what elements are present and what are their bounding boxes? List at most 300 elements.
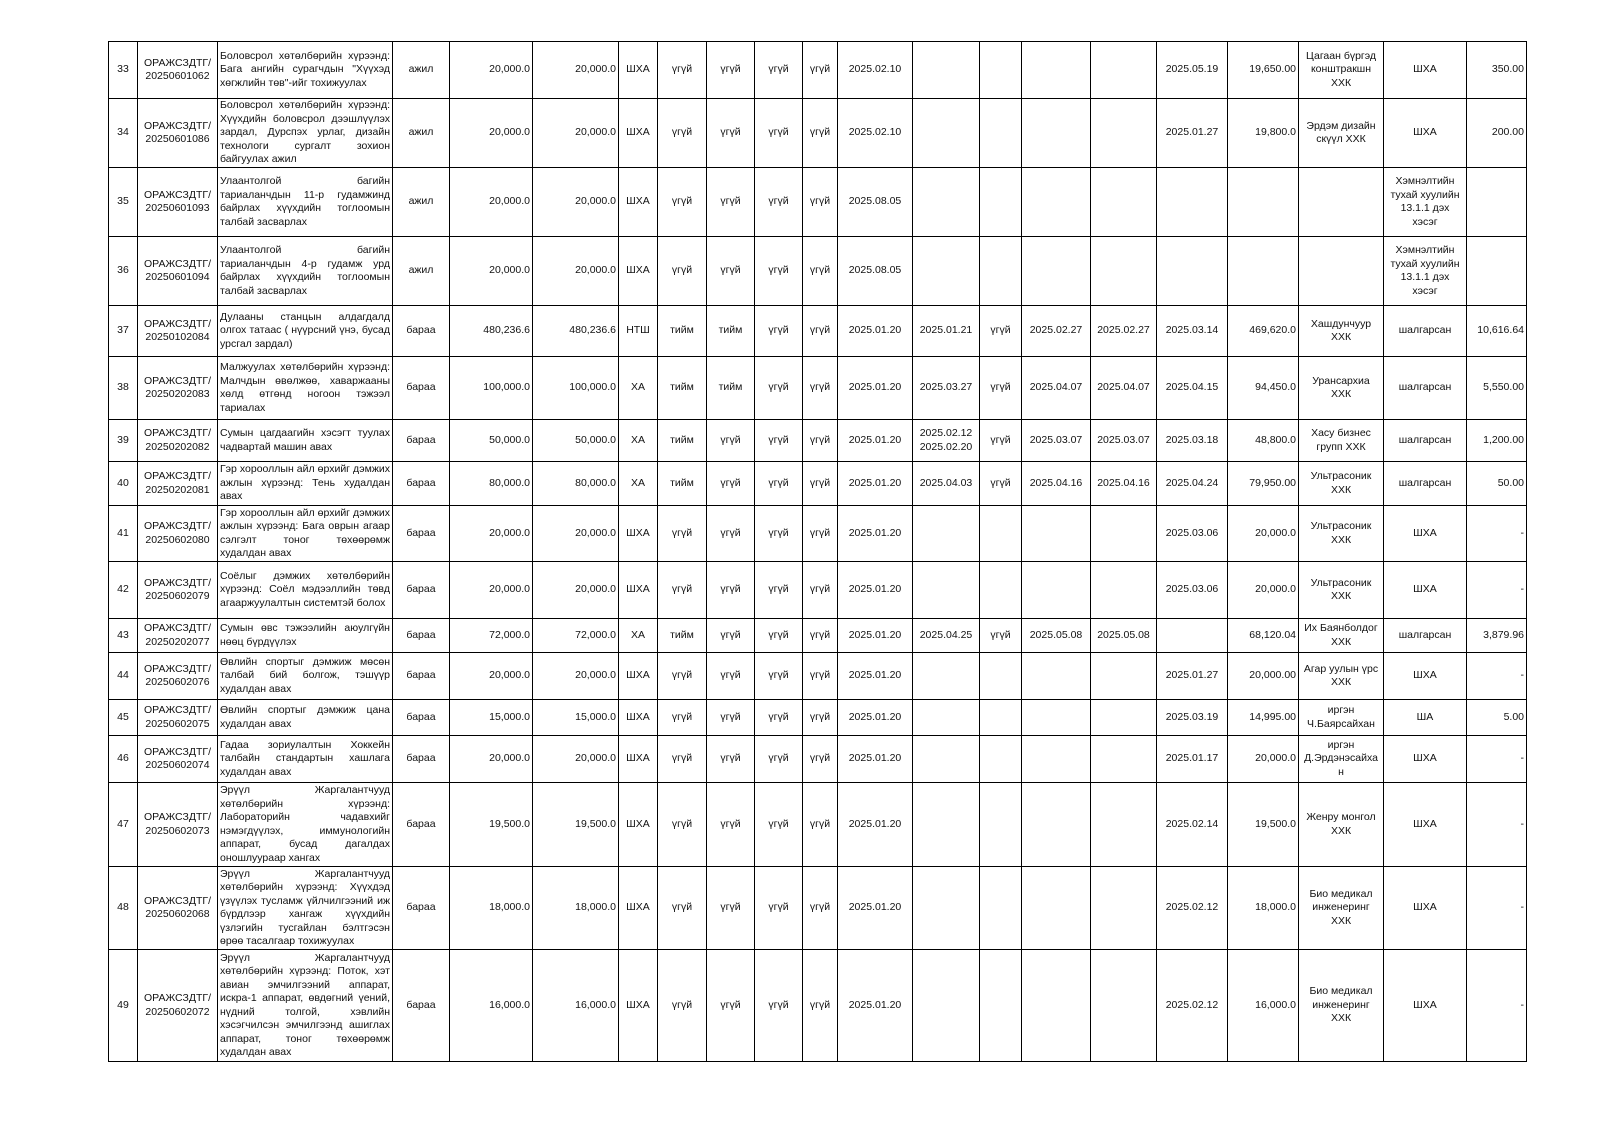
complaint-flag-cell (980, 736, 1022, 783)
supplier-name-cell: Ультрасоник ХХК (1299, 506, 1384, 562)
contract-amount-cell: 19,500.0 (1228, 783, 1299, 867)
row-number-cell: 47 (109, 783, 138, 867)
supplier-name-cell: Ультрасоник ХХК (1299, 562, 1384, 619)
result-status-cell: ШХА (1384, 562, 1467, 619)
procurement-code-cell: ОРАЖСЗДТГ/ 20250202081 (138, 462, 218, 506)
row-number-cell: 48 (109, 867, 138, 950)
criterion-1-cell: тийм (658, 306, 707, 357)
budget-amount-cell: 20,000.0 (533, 653, 619, 700)
description-cell: Соёлыг дэмжих хөтөлбөрийн хүрээнд: Соёл мэдээллийн төвд агааржуулалтын системтэй болох (218, 562, 393, 619)
contract-amount-cell: 94,450.0 (1228, 357, 1299, 420)
procurement-type-cell: ажил (393, 237, 450, 306)
estimated-cost-cell: 16,000.0 (450, 950, 533, 1062)
open-date-cell: 2025.03.07 (1022, 420, 1091, 462)
contract-amount-cell: 20,000.00 (1228, 653, 1299, 700)
result-status-cell: ШХА (1384, 99, 1467, 168)
supplier-name-cell: Био медикал инженеринг ХХК (1299, 950, 1384, 1062)
description-cell: Эрүүл Жаргалантчууд хөтөлбөрийн хүрээнд: Лабораторийн чадавхийг нэмэгдүүлэх, иммунологийн аппарат, бусад дагалдах оношлуураар хангах (218, 783, 393, 867)
supplier-name-cell: Хасу бизнес групп ХХК (1299, 420, 1384, 462)
criterion-1-cell: тийм (658, 420, 707, 462)
procurement-type-cell: бараа (393, 562, 450, 619)
evaluation-date-cell (1091, 700, 1157, 736)
announce-date-cell (913, 506, 980, 562)
estimated-cost-cell: 19,500.0 (450, 783, 533, 867)
procurement-type-cell: бараа (393, 736, 450, 783)
savings-amount-cell: - (1467, 736, 1527, 783)
contract-amount-cell: 79,950.00 (1228, 462, 1299, 506)
procurement-code-cell: ОРАЖСЗДТГ/ 20250601062 (138, 42, 218, 99)
criterion-1-cell: үгүй (658, 783, 707, 867)
procurement-type-cell: бараа (393, 619, 450, 653)
criterion-2-cell: үгүй (707, 619, 755, 653)
plan-date-cell: 2025.02.10 (838, 99, 913, 168)
row-number-cell: 38 (109, 357, 138, 420)
evaluation-date-cell: 2025.03.07 (1091, 420, 1157, 462)
supplier-name-cell: Био медикал инженеринг ХХК (1299, 867, 1384, 950)
plan-date-cell: 2025.01.20 (838, 867, 913, 950)
announce-date-cell (913, 99, 980, 168)
evaluation-date-cell (1091, 42, 1157, 99)
evaluation-date-cell (1091, 506, 1157, 562)
evaluation-date-cell (1091, 950, 1157, 1062)
result-status-cell: ШХА (1384, 783, 1467, 867)
description-cell: Сумын өвс тэжээлийн аюулгүйн нөөц бүрдүүлэх (218, 619, 393, 653)
criterion-4-cell: үгүй (803, 420, 838, 462)
row-number-cell: 45 (109, 700, 138, 736)
criterion-3-cell: үгүй (755, 357, 803, 420)
description-cell: Дулааны станцын алдагдалд олгох татаас ( нүүрсний үнэ, бусад урсгал зардал) (218, 306, 393, 357)
table-row (109, 99, 1527, 168)
contract-amount-cell: 469,620.0 (1228, 306, 1299, 357)
contract-amount-cell: 68,120.04 (1228, 619, 1299, 653)
contract-date-cell: 2025.02.12 (1157, 867, 1228, 950)
criterion-3-cell: үгүй (755, 99, 803, 168)
table-row (109, 168, 1527, 237)
savings-amount-cell: 1,200.00 (1467, 420, 1527, 462)
criterion-4-cell: үгүй (803, 950, 838, 1062)
criterion-4-cell: үгүй (803, 506, 838, 562)
supplier-name-cell: Женру монгол ХХК (1299, 783, 1384, 867)
open-date-cell (1022, 950, 1091, 1062)
budget-amount-cell: 480,236.6 (533, 306, 619, 357)
procurement-code-cell: ОРАЖСЗДТГ/ 20250602079 (138, 562, 218, 619)
contract-amount-cell (1228, 168, 1299, 237)
row-number-cell: 33 (109, 42, 138, 99)
result-status-cell: ШХА (1384, 653, 1467, 700)
procurement-code-cell: ОРАЖСЗДТГ/ 20250602073 (138, 783, 218, 867)
criterion-2-cell: үгүй (707, 700, 755, 736)
estimated-cost-cell: 72,000.0 (450, 619, 533, 653)
procurement-code-cell: ОРАЖСЗДТГ/ 20250102084 (138, 306, 218, 357)
supplier-name-cell (1299, 237, 1384, 306)
criterion-2-cell: тийм (707, 357, 755, 420)
criterion-2-cell: үгүй (707, 168, 755, 237)
criterion-4-cell: үгүй (803, 357, 838, 420)
procurement-type-cell: ажил (393, 99, 450, 168)
budget-amount-cell: 100,000.0 (533, 357, 619, 420)
procurement-method-cell: ШХА (619, 99, 658, 168)
procurement-method-cell: ХА (619, 420, 658, 462)
description-cell: Улаантолгой багийн тариаланчдын 4-р гудамж урд байрлах хүүхдийн тоглоомын талбай засварлах (218, 237, 393, 306)
announce-date-cell: 2025.04.03 (913, 462, 980, 506)
table-row (109, 867, 1527, 950)
procurement-method-cell: ШХА (619, 506, 658, 562)
criterion-3-cell: үгүй (755, 42, 803, 99)
contract-date-cell (1157, 619, 1228, 653)
open-date-cell: 2025.02.27 (1022, 306, 1091, 357)
evaluation-date-cell (1091, 653, 1157, 700)
row-number-cell: 41 (109, 506, 138, 562)
contract-date-cell: 2025.03.14 (1157, 306, 1228, 357)
procurement-type-cell: бараа (393, 783, 450, 867)
row-number-cell: 42 (109, 562, 138, 619)
description-cell: Өвлийн спортыг дэмжиж мөсөн талбай бий болгож, тэшүүр худалдан авах (218, 653, 393, 700)
complaint-flag-cell: үгүй (980, 357, 1022, 420)
criterion-1-cell: үгүй (658, 42, 707, 99)
budget-amount-cell: 50,000.0 (533, 420, 619, 462)
criterion-4-cell: үгүй (803, 700, 838, 736)
supplier-name-cell: Урансархиа ХХК (1299, 357, 1384, 420)
announce-date-cell (913, 237, 980, 306)
savings-amount-cell: - (1467, 506, 1527, 562)
budget-amount-cell: 20,000.0 (533, 237, 619, 306)
plan-date-cell: 2025.01.20 (838, 306, 913, 357)
evaluation-date-cell: 2025.04.16 (1091, 462, 1157, 506)
result-status-cell: ШХА (1384, 42, 1467, 99)
savings-amount-cell: 50.00 (1467, 462, 1527, 506)
contract-amount-cell: 18,000.0 (1228, 867, 1299, 950)
announce-date-cell (913, 562, 980, 619)
complaint-flag-cell (980, 867, 1022, 950)
complaint-flag-cell (980, 562, 1022, 619)
announce-date-cell (913, 783, 980, 867)
result-status-cell: Хэмнэлтийн тухай хуулийн 13.1.1 дэх хэсэг (1384, 237, 1467, 306)
result-status-cell: ШХА (1384, 950, 1467, 1062)
description-cell: Өвлийн спортыг дэмжиж цана худалдан авах (218, 700, 393, 736)
announce-date-cell (913, 42, 980, 99)
criterion-1-cell: үгүй (658, 950, 707, 1062)
complaint-flag-cell (980, 653, 1022, 700)
procurement-table (108, 41, 1527, 1062)
row-number-cell: 40 (109, 462, 138, 506)
budget-amount-cell: 18,000.0 (533, 867, 619, 950)
complaint-flag-cell: үгүй (980, 306, 1022, 357)
criterion-1-cell: үгүй (658, 867, 707, 950)
contract-date-cell: 2025.01.27 (1157, 99, 1228, 168)
contract-amount-cell: 20,000.0 (1228, 506, 1299, 562)
table-row (109, 700, 1527, 736)
result-status-cell: ШХА (1384, 736, 1467, 783)
contract-amount-cell: 16,000.0 (1228, 950, 1299, 1062)
open-date-cell: 2025.04.16 (1022, 462, 1091, 506)
criterion-4-cell: үгүй (803, 237, 838, 306)
savings-amount-cell: 10,616.64 (1467, 306, 1527, 357)
contract-amount-cell (1228, 237, 1299, 306)
row-number-cell: 35 (109, 168, 138, 237)
result-status-cell: Хэмнэлтийн тухай хуулийн 13.1.1 дэх хэсэг (1384, 168, 1467, 237)
criterion-4-cell: үгүй (803, 462, 838, 506)
plan-date-cell: 2025.01.20 (838, 700, 913, 736)
estimated-cost-cell: 20,000.0 (450, 99, 533, 168)
criterion-2-cell: үгүй (707, 736, 755, 783)
procurement-type-cell: ажил (393, 168, 450, 237)
open-date-cell (1022, 506, 1091, 562)
open-date-cell (1022, 867, 1091, 950)
estimated-cost-cell: 20,000.0 (450, 168, 533, 237)
criterion-4-cell: үгүй (803, 42, 838, 99)
procurement-type-cell: бараа (393, 420, 450, 462)
evaluation-date-cell: 2025.02.27 (1091, 306, 1157, 357)
announce-date-cell: 2025.02.12 2025.02.20 (913, 420, 980, 462)
criterion-2-cell: үгүй (707, 42, 755, 99)
criterion-3-cell: үгүй (755, 562, 803, 619)
procurement-code-cell: ОРАЖСЗДТГ/ 20250202082 (138, 420, 218, 462)
evaluation-date-cell (1091, 99, 1157, 168)
complaint-flag-cell (980, 99, 1022, 168)
table-row (109, 783, 1527, 867)
budget-amount-cell: 16,000.0 (533, 950, 619, 1062)
table-row (109, 562, 1527, 619)
budget-amount-cell: 20,000.0 (533, 42, 619, 99)
table-row (109, 736, 1527, 783)
contract-date-cell: 2025.03.19 (1157, 700, 1228, 736)
procurement-type-cell: бараа (393, 462, 450, 506)
procurement-type-cell: бараа (393, 700, 450, 736)
complaint-flag-cell (980, 42, 1022, 99)
procurement-type-cell: бараа (393, 950, 450, 1062)
description-cell: Улаантолгой багийн тариаланчдын 11-р гудамжинд байрлах хүүхдийн тоглоомын талбай засварлах (218, 168, 393, 237)
estimated-cost-cell: 20,000.0 (450, 506, 533, 562)
contract-date-cell: 2025.02.14 (1157, 783, 1228, 867)
contract-date-cell: 2025.02.12 (1157, 950, 1228, 1062)
procurement-method-cell: ШХА (619, 562, 658, 619)
procurement-code-cell: ОРАЖСЗДТГ/ 20250601086 (138, 99, 218, 168)
criterion-3-cell: үгүй (755, 306, 803, 357)
open-date-cell: 2025.04.07 (1022, 357, 1091, 420)
procurement-type-cell: бараа (393, 653, 450, 700)
description-cell: Эрүүл Жаргалантчууд хөтөлбөрийн хүрээнд: Поток, хэт авиан эмчилгээний аппарат, искра-1 аппарат, өвдөгний үений, нүдний толгой, хэвлийн хэсэгчилсэн эмчилгээнд ашиглах аппарат, тоног төхөөрөмж худалдан авах (218, 950, 393, 1062)
complaint-flag-cell (980, 237, 1022, 306)
savings-amount-cell: 200.00 (1467, 99, 1527, 168)
open-date-cell: 2025.05.08 (1022, 619, 1091, 653)
criterion-4-cell: үгүй (803, 168, 838, 237)
announce-date-cell: 2025.01.21 (913, 306, 980, 357)
contract-date-cell: 2025.04.24 (1157, 462, 1228, 506)
supplier-name-cell: иргэн Ч.Баярсайхан (1299, 700, 1384, 736)
plan-date-cell: 2025.01.20 (838, 653, 913, 700)
announce-date-cell (913, 168, 980, 237)
criterion-1-cell: үгүй (658, 700, 707, 736)
criterion-3-cell: үгүй (755, 619, 803, 653)
criterion-3-cell: үгүй (755, 736, 803, 783)
estimated-cost-cell: 15,000.0 (450, 700, 533, 736)
row-number-cell: 43 (109, 619, 138, 653)
plan-date-cell: 2025.01.20 (838, 619, 913, 653)
description-cell: Боловсрол хөтөлбөрийн хүрээнд: Бага ангийн сурагчдын "Хүүхэд хөгжлийн төв"-ийг тохижуулах (218, 42, 393, 99)
criterion-3-cell: үгүй (755, 237, 803, 306)
estimated-cost-cell: 50,000.0 (450, 420, 533, 462)
contract-date-cell (1157, 237, 1228, 306)
supplier-name-cell: Эрдэм дизайн скүүл ХХК (1299, 99, 1384, 168)
budget-amount-cell: 20,000.0 (533, 736, 619, 783)
criterion-3-cell: үгүй (755, 168, 803, 237)
evaluation-date-cell: 2025.04.07 (1091, 357, 1157, 420)
result-status-cell: ША (1384, 700, 1467, 736)
criterion-4-cell: үгүй (803, 306, 838, 357)
complaint-flag-cell (980, 506, 1022, 562)
complaint-flag-cell (980, 783, 1022, 867)
criterion-4-cell: үгүй (803, 867, 838, 950)
evaluation-date-cell (1091, 783, 1157, 867)
contract-amount-cell: 20,000.0 (1228, 736, 1299, 783)
table-row (109, 42, 1527, 99)
estimated-cost-cell: 20,000.0 (450, 42, 533, 99)
estimated-cost-cell: 20,000.0 (450, 237, 533, 306)
procurement-method-cell: ШХА (619, 700, 658, 736)
announce-date-cell (913, 736, 980, 783)
table-row (109, 237, 1527, 306)
open-date-cell (1022, 562, 1091, 619)
criterion-2-cell: үгүй (707, 420, 755, 462)
procurement-code-cell: ОРАЖСЗДТГ/ 20250602076 (138, 653, 218, 700)
evaluation-date-cell (1091, 237, 1157, 306)
procurement-method-cell: ШХА (619, 237, 658, 306)
criterion-1-cell: тийм (658, 357, 707, 420)
procurement-type-cell: ажил (393, 42, 450, 99)
criterion-3-cell: үгүй (755, 950, 803, 1062)
complaint-flag-cell: үгүй (980, 420, 1022, 462)
procurement-type-cell: бараа (393, 306, 450, 357)
plan-date-cell: 2025.02.10 (838, 42, 913, 99)
procurement-method-cell: ШХА (619, 950, 658, 1062)
row-number-cell: 46 (109, 736, 138, 783)
table-row (109, 619, 1527, 653)
budget-amount-cell: 72,000.0 (533, 619, 619, 653)
table-row (109, 420, 1527, 462)
contract-amount-cell: 14,995.00 (1228, 700, 1299, 736)
open-date-cell (1022, 736, 1091, 783)
criterion-2-cell: үгүй (707, 653, 755, 700)
announce-date-cell (913, 950, 980, 1062)
row-number-cell: 34 (109, 99, 138, 168)
estimated-cost-cell: 480,236.6 (450, 306, 533, 357)
procurement-code-cell: ОРАЖСЗДТГ/ 20250602072 (138, 950, 218, 1062)
contract-amount-cell: 48,800.0 (1228, 420, 1299, 462)
result-status-cell: ШХА (1384, 506, 1467, 562)
savings-amount-cell: - (1467, 783, 1527, 867)
procurement-type-cell: бараа (393, 357, 450, 420)
criterion-3-cell: үгүй (755, 462, 803, 506)
criterion-4-cell: үгүй (803, 736, 838, 783)
contract-date-cell: 2025.05.19 (1157, 42, 1228, 99)
procurement-type-cell: бараа (393, 867, 450, 950)
description-cell: Гадаа зориулалтын Хоккейн талбайн стандартын хашлага худалдан авах (218, 736, 393, 783)
procurement-method-cell: ХА (619, 462, 658, 506)
procurement-method-cell: ШХА (619, 783, 658, 867)
complaint-flag-cell (980, 950, 1022, 1062)
procurement-method-cell: ШХА (619, 653, 658, 700)
table-row (109, 357, 1527, 420)
procurement-code-cell: ОРАЖСЗДТГ/ 20250601093 (138, 168, 218, 237)
criterion-4-cell: үгүй (803, 619, 838, 653)
estimated-cost-cell: 20,000.0 (450, 736, 533, 783)
criterion-1-cell: үгүй (658, 506, 707, 562)
criterion-3-cell: үгүй (755, 783, 803, 867)
criterion-3-cell: үгүй (755, 867, 803, 950)
criterion-2-cell: үгүй (707, 783, 755, 867)
result-status-cell: шалгарсан (1384, 462, 1467, 506)
row-number-cell: 37 (109, 306, 138, 357)
savings-amount-cell: 3,879.96 (1467, 619, 1527, 653)
table-row (109, 462, 1527, 506)
announce-date-cell: 2025.03.27 (913, 357, 980, 420)
criterion-1-cell: үгүй (658, 99, 707, 168)
criterion-2-cell: үгүй (707, 99, 755, 168)
criterion-3-cell: үгүй (755, 700, 803, 736)
criterion-2-cell: тийм (707, 306, 755, 357)
supplier-name-cell (1299, 168, 1384, 237)
plan-date-cell: 2025.01.20 (838, 357, 913, 420)
open-date-cell (1022, 168, 1091, 237)
criterion-2-cell: үгүй (707, 867, 755, 950)
plan-date-cell: 2025.08.05 (838, 168, 913, 237)
savings-amount-cell: 5.00 (1467, 700, 1527, 736)
estimated-cost-cell: 80,000.0 (450, 462, 533, 506)
table-row (109, 506, 1527, 562)
evaluation-date-cell (1091, 562, 1157, 619)
plan-date-cell: 2025.01.20 (838, 783, 913, 867)
procurement-method-cell: ХА (619, 619, 658, 653)
budget-amount-cell: 19,500.0 (533, 783, 619, 867)
criterion-1-cell: тийм (658, 619, 707, 653)
criterion-2-cell: үгүй (707, 950, 755, 1062)
savings-amount-cell: - (1467, 950, 1527, 1062)
supplier-name-cell: Их Баянболдог ХХК (1299, 619, 1384, 653)
criterion-1-cell: үгүй (658, 237, 707, 306)
savings-amount-cell (1467, 168, 1527, 237)
evaluation-date-cell (1091, 736, 1157, 783)
contract-date-cell: 2025.04.15 (1157, 357, 1228, 420)
budget-amount-cell: 20,000.0 (533, 99, 619, 168)
procurement-code-cell: ОРАЖСЗДТГ/ 20250602080 (138, 506, 218, 562)
contract-amount-cell: 19,800.0 (1228, 99, 1299, 168)
complaint-flag-cell: үгүй (980, 462, 1022, 506)
table-row (109, 306, 1527, 357)
plan-date-cell: 2025.01.20 (838, 950, 913, 1062)
description-cell: Эрүүл Жаргалантчууд хөтөлбөрийн хүрээнд: Хүүхдэд үзүүлэх тусламж үйлчилгээний иж бүрдлээр хангаж хүүхдийн үзлэгийн тусгайлан бэлтгэсэн өрөө тасалгаар тохижуулах (218, 867, 393, 950)
supplier-name-cell: Ультрасоник ХХК (1299, 462, 1384, 506)
open-date-cell (1022, 783, 1091, 867)
plan-date-cell: 2025.01.20 (838, 562, 913, 619)
table-body (109, 42, 1527, 1062)
estimated-cost-cell: 18,000.0 (450, 867, 533, 950)
supplier-name-cell: иргэн Д.Эрдэнэсайха н (1299, 736, 1384, 783)
row-number-cell: 39 (109, 420, 138, 462)
procurement-method-cell: ШХА (619, 736, 658, 783)
description-cell: Гэр хорооллын айл өрхийг дэмжих ажлын хүрээнд: Бага оврын агаар сэлгэлт тоног төхөөрөмж худалдан авах (218, 506, 393, 562)
procurement-method-cell: ХА (619, 357, 658, 420)
contract-date-cell: 2025.03.18 (1157, 420, 1228, 462)
table-row (109, 653, 1527, 700)
procurement-method-cell: ШХА (619, 42, 658, 99)
procurement-code-cell: ОРАЖСЗДТГ/ 20250602068 (138, 867, 218, 950)
estimated-cost-cell: 20,000.0 (450, 562, 533, 619)
criterion-2-cell: үгүй (707, 237, 755, 306)
criterion-4-cell: үгүй (803, 562, 838, 619)
savings-amount-cell: - (1467, 867, 1527, 950)
open-date-cell (1022, 42, 1091, 99)
criterion-4-cell: үгүй (803, 783, 838, 867)
